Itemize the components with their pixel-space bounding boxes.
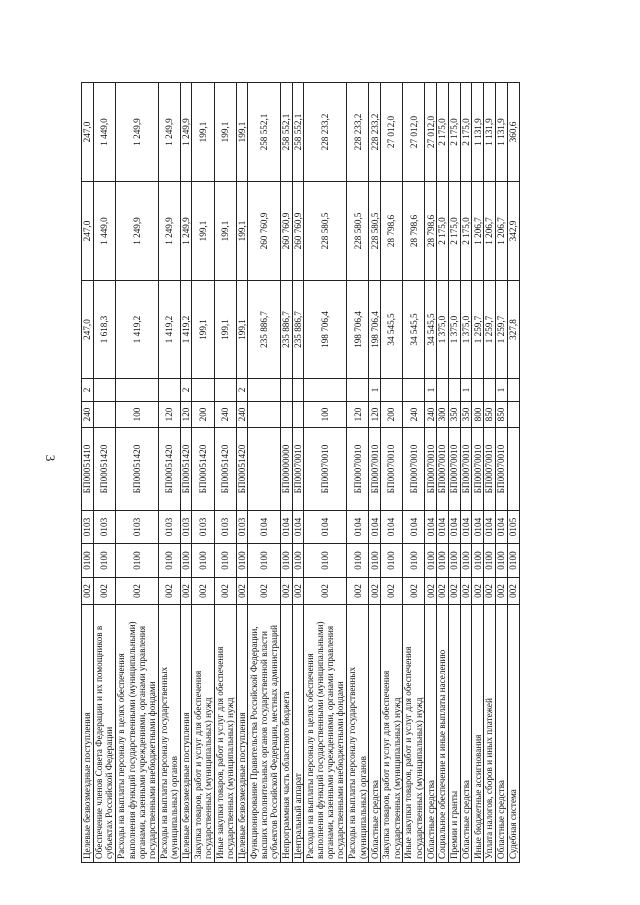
row-name: Целевые безвозмездные поступления bbox=[236, 605, 248, 863]
section-code: 0100 bbox=[460, 544, 472, 578]
source-code: 1 bbox=[460, 379, 472, 402]
subsection-code: 0103 bbox=[236, 511, 248, 544]
subsection-code: 0104 bbox=[484, 511, 496, 544]
value-year-2: 199,1 bbox=[214, 182, 236, 281]
value-year-3: 258 552,1 bbox=[292, 83, 304, 182]
expense-type: 350 bbox=[460, 402, 472, 428]
admin-code: 002 bbox=[507, 578, 519, 605]
value-year-3: 228 233,2 bbox=[304, 83, 347, 182]
admin-code: 002 bbox=[192, 578, 214, 605]
row-name: Областные средства bbox=[369, 605, 381, 863]
table-row bbox=[448, 83, 460, 863]
subsection-code: 0103 bbox=[192, 511, 214, 544]
subsection-code: 0104 bbox=[460, 511, 472, 544]
table-row bbox=[472, 83, 484, 863]
admin-code: 002 bbox=[214, 578, 236, 605]
value-year-3: 258 552,1 bbox=[280, 83, 292, 182]
subsection-code: 0103 bbox=[180, 511, 192, 544]
target-code bbox=[507, 428, 519, 511]
row-name: Расходы на выплаты персоналу государственных (муниципальных) органов bbox=[158, 605, 180, 863]
admin-code: 002 bbox=[347, 578, 369, 605]
value-year-1: 199,1 bbox=[236, 281, 248, 379]
source-code bbox=[248, 379, 280, 402]
table-row bbox=[192, 83, 214, 863]
section-code: 0100 bbox=[82, 544, 94, 578]
value-year-1: 247,0 bbox=[82, 281, 94, 379]
table-row bbox=[507, 83, 519, 863]
section-code: 0100 bbox=[280, 544, 292, 578]
value-year-2: 28 798,6 bbox=[403, 182, 425, 281]
admin-code: 002 bbox=[292, 578, 304, 605]
target-code: БП00051420 bbox=[192, 428, 214, 511]
row-name: Расходы на выплаты персоналу государственных (муниципальных) органов bbox=[347, 605, 369, 863]
table-row bbox=[304, 83, 347, 863]
subsection-code: 0104 bbox=[292, 511, 304, 544]
expense-type: 120 bbox=[347, 402, 369, 428]
source-code bbox=[437, 379, 449, 402]
row-name: Областные средства bbox=[425, 605, 437, 863]
table-row bbox=[280, 83, 292, 863]
subsection-code: 0103 bbox=[93, 511, 115, 544]
value-year-2: 260 760,9 bbox=[248, 182, 280, 281]
subsection-code: 0104 bbox=[369, 511, 381, 544]
expense-type: 240 bbox=[236, 402, 248, 428]
admin-code: 002 bbox=[381, 578, 403, 605]
value-year-1: 235 886,7 bbox=[248, 281, 280, 379]
admin-code: 002 bbox=[484, 578, 496, 605]
value-year-3: 1 249,9 bbox=[180, 83, 192, 182]
value-year-2: 1 206,7 bbox=[495, 182, 507, 281]
expense-type: 300 bbox=[437, 402, 449, 428]
target-code: БП00070010 bbox=[448, 428, 460, 511]
source-code: 1 bbox=[495, 379, 507, 402]
table-row bbox=[248, 83, 280, 863]
target-code: БП00070010 bbox=[403, 428, 425, 511]
row-name: Социальное обеспечение и иные выплаты населению bbox=[437, 605, 449, 863]
source-code bbox=[304, 379, 347, 402]
table-row bbox=[158, 83, 180, 863]
value-year-2: 228 580,5 bbox=[369, 182, 381, 281]
target-code: БП00070010 bbox=[460, 428, 472, 511]
section-code: 0100 bbox=[507, 544, 519, 578]
subsection-code: 0104 bbox=[425, 511, 437, 544]
value-year-1: 1 375,0 bbox=[437, 281, 449, 379]
value-year-3: 199,1 bbox=[192, 83, 214, 182]
table-row bbox=[180, 83, 192, 863]
value-year-3: 27 012,0 bbox=[381, 83, 403, 182]
source-code bbox=[448, 379, 460, 402]
value-year-1: 1 259,7 bbox=[495, 281, 507, 379]
admin-code: 002 bbox=[460, 578, 472, 605]
admin-code: 002 bbox=[115, 578, 158, 605]
admin-code: 002 bbox=[93, 578, 115, 605]
subsection-code: 0104 bbox=[248, 511, 280, 544]
value-year-3: 2 175,0 bbox=[437, 83, 449, 182]
value-year-2: 1 249,9 bbox=[115, 182, 158, 281]
value-year-1: 1 618,3 bbox=[93, 281, 115, 379]
section-code: 0100 bbox=[248, 544, 280, 578]
value-year-2: 28 798,6 bbox=[381, 182, 403, 281]
target-code: БП00070010 bbox=[304, 428, 347, 511]
section-code: 0100 bbox=[115, 544, 158, 578]
table-row bbox=[115, 83, 158, 863]
target-code: БП00051420 bbox=[236, 428, 248, 511]
target-code: БП00051410 bbox=[82, 428, 94, 511]
table-row bbox=[403, 83, 425, 863]
value-year-1: 198 706,4 bbox=[369, 281, 381, 379]
table-row bbox=[214, 83, 236, 863]
expense-type: 200 bbox=[192, 402, 214, 428]
value-year-2: 228 580,5 bbox=[347, 182, 369, 281]
row-name: Иные закупки товаров, работ и услуг для обеспечения государственных (муниципальных) нужд bbox=[214, 605, 236, 863]
expense-type: 120 bbox=[369, 402, 381, 428]
table-row bbox=[93, 83, 115, 863]
value-year-1: 1 259,7 bbox=[484, 281, 496, 379]
value-year-3: 1 449,0 bbox=[93, 83, 115, 182]
admin-code: 002 bbox=[248, 578, 280, 605]
value-year-1: 1 419,2 bbox=[158, 281, 180, 379]
row-name: Судебная система bbox=[507, 605, 519, 863]
value-year-3: 258 552,1 bbox=[248, 83, 280, 182]
value-year-2: 260 760,9 bbox=[280, 182, 292, 281]
value-year-3: 1 131,9 bbox=[472, 83, 484, 182]
value-year-3: 2 175,0 bbox=[448, 83, 460, 182]
source-code bbox=[347, 379, 369, 402]
section-code: 0100 bbox=[292, 544, 304, 578]
expense-type: 850 bbox=[484, 402, 496, 428]
table-row bbox=[484, 83, 496, 863]
row-name: Областные средства bbox=[495, 605, 507, 863]
table-row bbox=[460, 83, 472, 863]
section-code: 0100 bbox=[448, 544, 460, 578]
value-year-1: 198 706,4 bbox=[304, 281, 347, 379]
source-code bbox=[115, 379, 158, 402]
source-code bbox=[192, 379, 214, 402]
section-code: 0100 bbox=[403, 544, 425, 578]
admin-code: 002 bbox=[236, 578, 248, 605]
source-code bbox=[280, 379, 292, 402]
target-code: БП00070010 bbox=[425, 428, 437, 511]
table-row bbox=[236, 83, 248, 863]
value-year-3: 1 249,9 bbox=[115, 83, 158, 182]
row-name: Целевые безвозмездные поступления bbox=[180, 605, 192, 863]
subsection-code: 0104 bbox=[472, 511, 484, 544]
table-row bbox=[82, 83, 94, 863]
section-code: 0100 bbox=[180, 544, 192, 578]
section-code: 0100 bbox=[236, 544, 248, 578]
expense-type: 120 bbox=[158, 402, 180, 428]
value-year-2: 228 580,5 bbox=[304, 182, 347, 281]
section-code: 0100 bbox=[347, 544, 369, 578]
subsection-code: 0103 bbox=[214, 511, 236, 544]
value-year-2: 199,1 bbox=[236, 182, 248, 281]
value-year-1: 199,1 bbox=[192, 281, 214, 379]
table-row bbox=[437, 83, 449, 863]
table-row bbox=[495, 83, 507, 863]
admin-code: 002 bbox=[495, 578, 507, 605]
admin-code: 002 bbox=[403, 578, 425, 605]
subsection-code: 0104 bbox=[304, 511, 347, 544]
admin-code: 002 bbox=[280, 578, 292, 605]
subsection-code: 0103 bbox=[115, 511, 158, 544]
expense-type bbox=[280, 402, 292, 428]
budget-table-container bbox=[81, 83, 607, 863]
value-year-2: 342,9 bbox=[507, 182, 519, 281]
expense-type: 240 bbox=[214, 402, 236, 428]
source-code: 2 bbox=[82, 379, 94, 402]
row-name: Премии и гранты bbox=[448, 605, 460, 863]
expense-type: 120 bbox=[180, 402, 192, 428]
target-code: БП00070010 bbox=[381, 428, 403, 511]
table-row bbox=[425, 83, 437, 863]
expense-type: 800 bbox=[472, 402, 484, 428]
section-code: 0100 bbox=[304, 544, 347, 578]
subsection-code: 0103 bbox=[82, 511, 94, 544]
row-name: Непрограммная часть областного бюджета bbox=[280, 605, 292, 863]
row-name: Областные средства bbox=[460, 605, 472, 863]
row-name: Функционирование Правительства Российской Федерации, высших исполнительных органов государственной власти субъектов Российской Федерации, местных администраций bbox=[248, 605, 280, 863]
budget-table bbox=[81, 82, 520, 863]
section-code: 0100 bbox=[495, 544, 507, 578]
target-code: БП00070010 bbox=[437, 428, 449, 511]
subsection-code: 0104 bbox=[280, 511, 292, 544]
value-year-3: 247,0 bbox=[82, 83, 94, 182]
value-year-3: 1 131,9 bbox=[495, 83, 507, 182]
value-year-3: 1 249,9 bbox=[158, 83, 180, 182]
section-code: 0100 bbox=[425, 544, 437, 578]
value-year-1: 34 545,5 bbox=[381, 281, 403, 379]
admin-code: 002 bbox=[425, 578, 437, 605]
value-year-2: 247,0 bbox=[82, 182, 94, 281]
value-year-1: 235 886,7 bbox=[280, 281, 292, 379]
section-code: 0100 bbox=[158, 544, 180, 578]
value-year-2: 1 206,7 bbox=[472, 182, 484, 281]
expense-type bbox=[292, 402, 304, 428]
subsection-code: 0104 bbox=[448, 511, 460, 544]
value-year-1: 1 259,7 bbox=[472, 281, 484, 379]
value-year-3: 199,1 bbox=[214, 83, 236, 182]
value-year-2: 2 175,0 bbox=[460, 182, 472, 281]
value-year-3: 27 012,0 bbox=[403, 83, 425, 182]
subsection-code: 0103 bbox=[158, 511, 180, 544]
expense-type: 100 bbox=[115, 402, 158, 428]
value-year-1: 1 375,0 bbox=[460, 281, 472, 379]
value-year-3: 228 233,2 bbox=[347, 83, 369, 182]
target-code: БП00070010 bbox=[347, 428, 369, 511]
value-year-1: 327,8 bbox=[507, 281, 519, 379]
subsection-code: 0104 bbox=[381, 511, 403, 544]
value-year-2: 2 175,0 bbox=[448, 182, 460, 281]
admin-code: 002 bbox=[472, 578, 484, 605]
section-code: 0100 bbox=[214, 544, 236, 578]
row-name: Расходы на выплаты персоналу в целях обеспечения выполнения функций государственными (муниципальными) органами, казенными учреждениями, органами управления государственными внебюджетными фондами bbox=[115, 605, 158, 863]
source-code: 1 bbox=[369, 379, 381, 402]
row-name: Иные закупки товаров, работ и услуг для обеспечения государственных (муниципальных) нужд bbox=[403, 605, 425, 863]
value-year-1: 1 419,2 bbox=[180, 281, 192, 379]
section-code: 0100 bbox=[93, 544, 115, 578]
value-year-3: 27 012,0 bbox=[425, 83, 437, 182]
source-code bbox=[93, 379, 115, 402]
target-code: БП00070010 bbox=[495, 428, 507, 511]
section-code: 0100 bbox=[369, 544, 381, 578]
expense-type: 240 bbox=[82, 402, 94, 428]
expense-type bbox=[93, 402, 115, 428]
section-code: 0100 bbox=[437, 544, 449, 578]
source-code: 1 bbox=[425, 379, 437, 402]
target-code: БП00051420 bbox=[158, 428, 180, 511]
source-code bbox=[507, 379, 519, 402]
value-year-3: 1 131,9 bbox=[484, 83, 496, 182]
expense-type: 240 bbox=[425, 402, 437, 428]
row-name: Центральный аппарат bbox=[292, 605, 304, 863]
target-code: БП00070010 bbox=[292, 428, 304, 511]
section-code: 0100 bbox=[381, 544, 403, 578]
source-code bbox=[484, 379, 496, 402]
value-year-3: 199,1 bbox=[236, 83, 248, 182]
expense-type: 350 bbox=[448, 402, 460, 428]
source-code bbox=[472, 379, 484, 402]
source-code bbox=[292, 379, 304, 402]
source-code bbox=[381, 379, 403, 402]
value-year-1: 1 419,2 bbox=[115, 281, 158, 379]
value-year-2: 1 449,0 bbox=[93, 182, 115, 281]
value-year-1: 34 545,5 bbox=[425, 281, 437, 379]
table-row bbox=[347, 83, 369, 863]
value-year-2: 1 206,7 bbox=[484, 182, 496, 281]
value-year-2: 199,1 bbox=[192, 182, 214, 281]
target-code: БП00070010 bbox=[484, 428, 496, 511]
source-code bbox=[158, 379, 180, 402]
table-row bbox=[369, 83, 381, 863]
target-code: БП00000000 bbox=[280, 428, 292, 511]
target-code: БП00070010 bbox=[369, 428, 381, 511]
value-year-1: 34 545,5 bbox=[403, 281, 425, 379]
value-year-2: 28 798,6 bbox=[425, 182, 437, 281]
source-code: 2 bbox=[180, 379, 192, 402]
table-row bbox=[292, 83, 304, 863]
admin-code: 002 bbox=[437, 578, 449, 605]
subsection-code: 0104 bbox=[347, 511, 369, 544]
admin-code: 002 bbox=[448, 578, 460, 605]
row-name: Расходы на выплаты персоналу в целях обеспечения выполнения функций государственными (муниципальными) органами, казенными учреждениями, органами управления государственными внебюджетными фондами bbox=[304, 605, 347, 863]
expense-type: 850 bbox=[495, 402, 507, 428]
expense-type: 100 bbox=[304, 402, 347, 428]
row-name: Целевые безвозмездные поступления bbox=[82, 605, 94, 863]
expense-type bbox=[507, 402, 519, 428]
target-code: БП00070010 bbox=[472, 428, 484, 511]
value-year-1: 235 886,7 bbox=[292, 281, 304, 379]
source-code bbox=[403, 379, 425, 402]
source-code bbox=[214, 379, 236, 402]
value-year-1: 199,1 bbox=[214, 281, 236, 379]
subsection-code: 0104 bbox=[403, 511, 425, 544]
table-row bbox=[381, 83, 403, 863]
subsection-code: 0105 bbox=[507, 511, 519, 544]
value-year-2: 2 175,0 bbox=[437, 182, 449, 281]
admin-code: 002 bbox=[82, 578, 94, 605]
target-code bbox=[248, 428, 280, 511]
value-year-2: 1 249,9 bbox=[158, 182, 180, 281]
subsection-code: 0104 bbox=[437, 511, 449, 544]
value-year-3: 228 233,2 bbox=[369, 83, 381, 182]
value-year-3: 2 175,0 bbox=[460, 83, 472, 182]
section-code: 0100 bbox=[484, 544, 496, 578]
admin-code: 002 bbox=[304, 578, 347, 605]
expense-type: 200 bbox=[381, 402, 403, 428]
expense-type bbox=[248, 402, 280, 428]
row-name: Обеспечение членов Совета Федерации и их помощников в субъектах Российской Федерации bbox=[93, 605, 115, 863]
value-year-2: 1 249,9 bbox=[180, 182, 192, 281]
section-code: 0100 bbox=[192, 544, 214, 578]
admin-code: 002 bbox=[180, 578, 192, 605]
value-year-1: 1 375,0 bbox=[448, 281, 460, 379]
target-code: БП00051420 bbox=[93, 428, 115, 511]
admin-code: 002 bbox=[369, 578, 381, 605]
value-year-3: 360,6 bbox=[507, 83, 519, 182]
admin-code: 002 bbox=[158, 578, 180, 605]
table-body bbox=[82, 83, 520, 863]
target-code: БП00051420 bbox=[180, 428, 192, 511]
row-name: Иные бюджетные ассигнования bbox=[472, 605, 484, 863]
section-code: 0100 bbox=[472, 544, 484, 578]
value-year-1: 198 706,4 bbox=[347, 281, 369, 379]
page-number: 3 bbox=[43, 454, 58, 462]
value-year-2: 260 760,9 bbox=[292, 182, 304, 281]
expense-type: 240 bbox=[403, 402, 425, 428]
row-name: Уплата налогов, сборов и иных платежей bbox=[484, 605, 496, 863]
row-name: Закупка товаров, работ и услуг для обеспечения государственных (муниципальных) нужд bbox=[381, 605, 403, 863]
target-code: БП00051420 bbox=[214, 428, 236, 511]
row-name: Закупка товаров, работ и услуг для обеспечения государственных (муниципальных) нужд bbox=[192, 605, 214, 863]
subsection-code: 0104 bbox=[495, 511, 507, 544]
source-code: 2 bbox=[236, 379, 248, 402]
target-code: БП00051420 bbox=[115, 428, 158, 511]
